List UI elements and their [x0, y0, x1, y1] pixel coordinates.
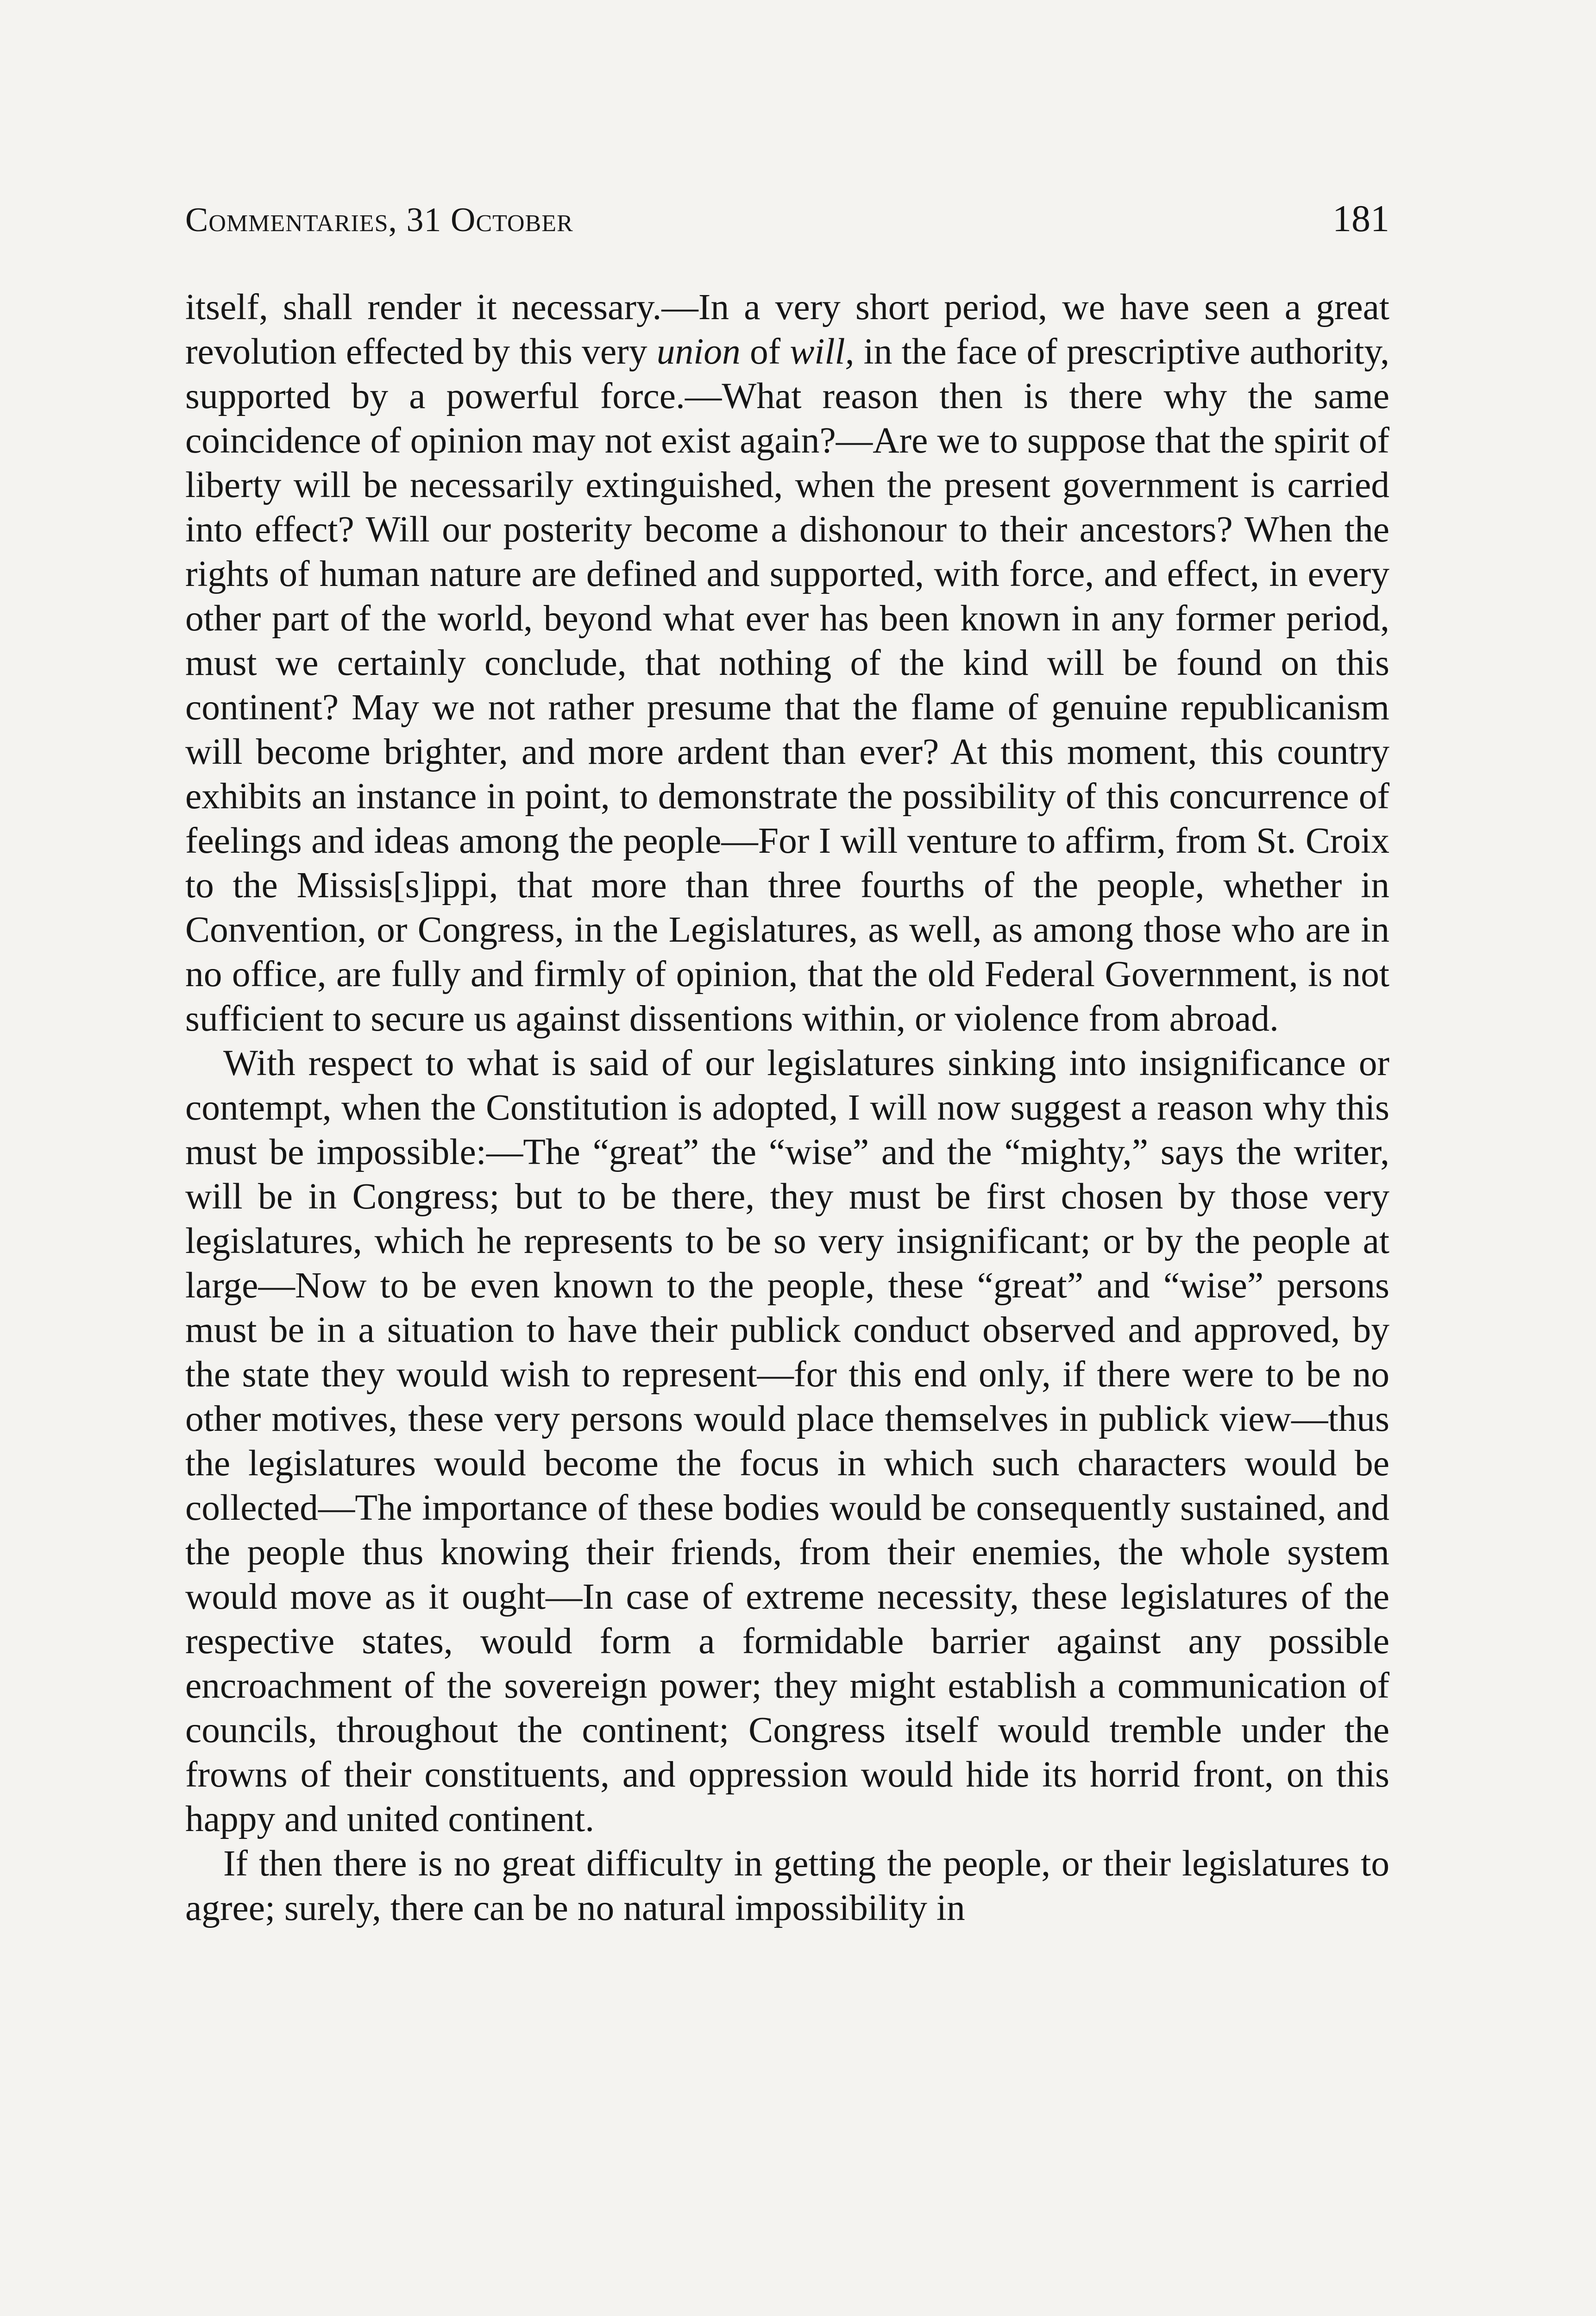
body-text: [185, 285, 1389, 1930]
paragraph-1-part-a: itself, shall render it necessary.—In a very short period, we have seen a great revolution effected by this very: [185, 287, 1389, 372]
emphasis-will: will,: [790, 331, 855, 372]
page-number: 181: [1332, 197, 1389, 239]
paragraph-1-part-b: of: [740, 331, 790, 372]
paragraph-1-part-c: in the face of prescriptive authority, supported by a powerful force.—What reason then is there why the same coincidence of opinion may not exist again?—Are we to suppose that the spirit of liberty will be necessarily extinguished, when the present government is carried into effect? Will our posterity become a dishonour to their ancestors? When the rights of human nature are defined and supported, with force, and effect, in every other part of the world, beyond what ever has been known in any former period, must we certainly conclude, that nothing of the kind will be found on this continent? May we not rather presume that the flame of genuine republicanism will become brighter, and more ardent than ever? At this moment, this country exhibits an instance in point, to demonstrate the possibility of this concurrence of feelings and ideas among the people—For I will venture to affirm, from St. Croix to the Missis[s]ippi, that more than three fourths of the people, whether in Convention, or Congress, in the Legislatures, as well, as among those who are in no office, are fully and firmly of opinion, that the old Federal Government, is not sufficient to secure us against dissentions within, or violence from abroad.: [185, 331, 1389, 1039]
paragraph-2: With respect to what is said of our legislatures sinking into insignificance or contempt, when the Constitution is adopted, I will now suggest a reason why this must be impossible:—The “great” the “wise” and the “mighty,” says the writer, will be in Congress; but to be there, they must be first chosen by those very legislatures, which he represents to be so very insignificant; or by the people at large—Now to be even known to the people, these “great” and “wise” persons must be in a situation to have their publick conduct observed and approved, by the state they would wish to represent—for this end only, if there were to be no other motives, these very persons would place themselves in publick view—thus the legislatures would become the focus in which such characters would be collected—The importance of these bodies would be consequently sustained, and the people thus knowing their friends, from their enemies, the whole system would move as it ought—In case of extreme necessity, these legislatures of the respective states, would form a formidable barrier against any possible encroachment of the sovereign power; they might establish a communication of councils, throughout the continent; Congress itself would tremble under the frowns of their constituents, and oppression would hide its horrid front, on this happy and united continent.: [185, 1043, 1389, 1839]
emphasis-union: union: [656, 331, 741, 372]
running-title: Commentaries, 31 October: [185, 201, 573, 239]
paragraph-1: [185, 285, 1389, 1041]
paragraph-3: If then there is no great difficulty in getting the people, or their legislatures to agree; surely, there can be no natural impossibility in: [185, 1843, 1389, 1928]
running-head: [185, 197, 1389, 248]
